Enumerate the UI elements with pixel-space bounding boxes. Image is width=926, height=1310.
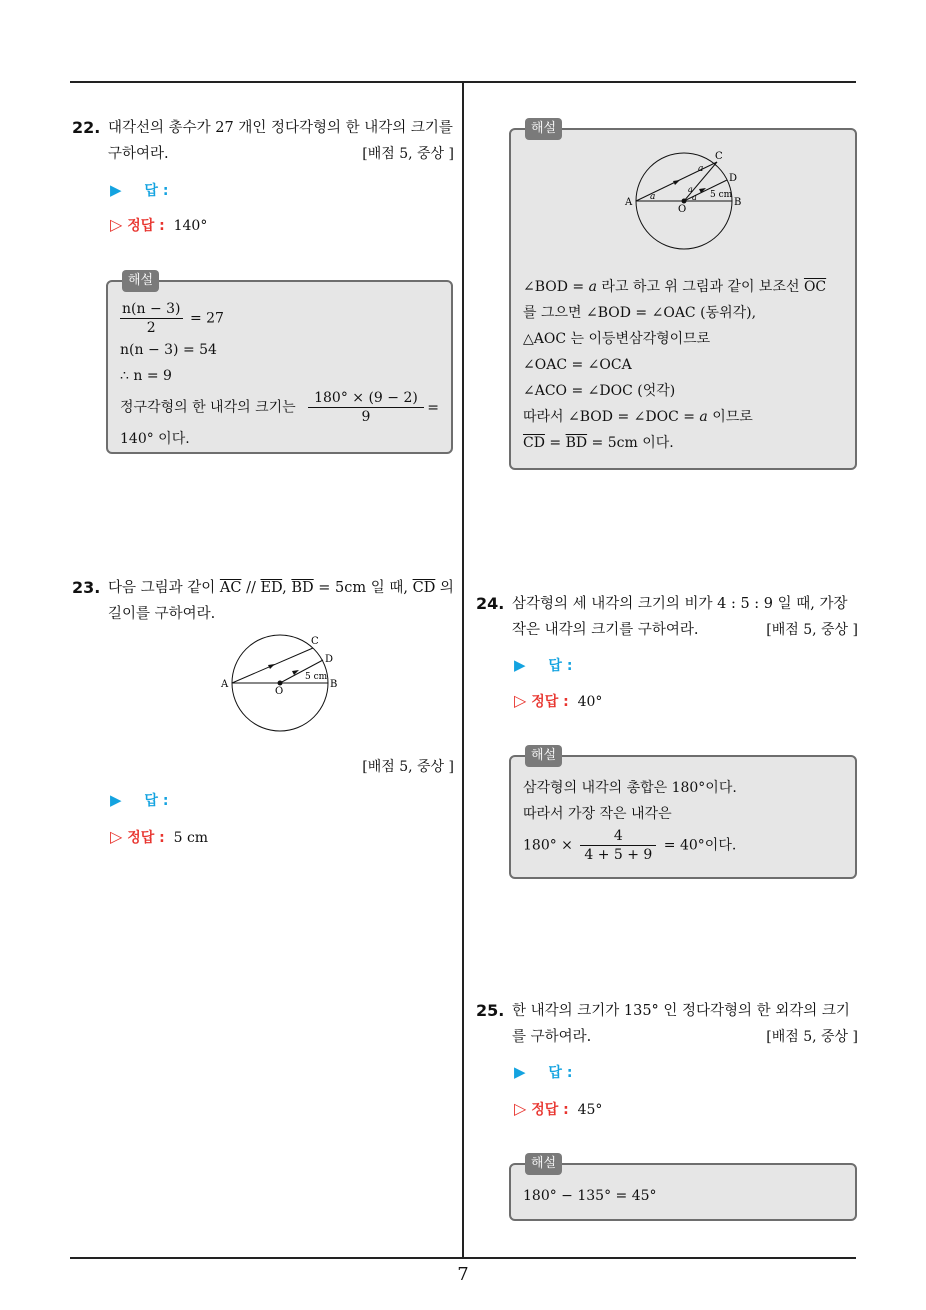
outline-triangle-icon: ▷ [110,215,123,234]
solution-line: ∠BOD = a 라고 하고 위 그림과 같이 보조선 $\overline{OC}$ [523,279,827,295]
angle-a-label: a [688,185,693,194]
correct-label: 정답 : [127,830,165,846]
fraction: $\frac{4}{4 + 5 + 9}$ [580,827,656,864]
solution-line: $\overline{CD} = \overline{BD} = 5cm$ 이다. [523,435,674,451]
solution-tag: 해설 [525,745,562,767]
outline-triangle-icon: ▷ [514,1099,527,1118]
correct-value: 45° [577,1102,603,1118]
label-c: C [715,151,723,162]
question-number: 23. [72,578,101,597]
question-number: 25. [476,1001,505,1020]
solution-tag: 해설 [525,1153,562,1175]
solution-line: 를 그으면 ∠BOD = ∠OAC (동위각), [523,305,757,321]
solution-line: 삼각형의 내각의 총합은 180°이다. [523,780,737,796]
play-triangle-icon: ▶ [110,181,122,199]
solution-box-25 [509,1156,857,1221]
answer-label: 답 : [144,183,169,199]
segment-cd: $\overline{CD}$ [412,580,436,596]
correct-answer-line [514,691,602,711]
correct-value: 140° [173,218,208,234]
correct-value: 5 cm [173,830,209,846]
label-a: A [221,679,229,690]
angle-a-label: a [698,164,704,174]
solution-line: 따라서 가장 작은 내각은 [523,806,672,822]
label-a: A [625,197,633,208]
label-d: D [729,173,738,184]
correct-value: 40° [577,694,603,710]
fraction: $\frac{180^\circ \times (9 - 2)}{9}$ [308,389,424,426]
question-text: 한 내각의 크기가 135° 인 정다각형의 한 외각의 크기를 구하여라. [배점 5, 중상 ] [476,998,858,1050]
segment-bd: $\overline{BD}$ [291,580,314,596]
answer-label: 답 : [548,658,573,674]
play-triangle-icon: ▶ [514,1063,526,1081]
label-o: O [275,686,284,697]
label-o: O [678,204,687,215]
solution-tag: 해설 [122,270,159,292]
label-length: 5 cm [710,190,733,200]
question-22 [72,115,454,167]
fraction: $\frac{n(n - 3)}{2}$ [122,301,181,336]
correct-label: 정답 : [531,1102,569,1118]
circle-figure-solution [622,148,752,258]
outline-triangle-icon: ▷ [514,691,527,710]
circle-figure-23 [215,630,345,740]
solution-box-23 [509,121,857,470]
solution-tag: 해설 [525,118,562,140]
solution-line: n(n − 3) = 54 [120,342,217,358]
label-d: D [325,654,334,665]
score-23: [배점 5, 중상 ] [362,759,454,775]
angle-a-label: a [650,192,656,202]
solution-line: 따라서 ∠BOD = ∠DOC = a 이므로 [523,409,753,425]
solution-line: $\frac{n(n - 3)}{2}$ = 27 [122,301,224,336]
score-label: [배점 5, 중상 ] [766,1029,858,1045]
correct-answer-line [110,215,207,235]
answer-line [110,790,168,810]
answer-line [514,1062,572,1082]
question-text: 대각선의 총수가 27 개인 정다각형의 한 내각의 크기를 구하여라. [배점 5, 중상 ] [72,115,454,167]
question-number: 24. [476,594,505,613]
question-number: 22. [72,118,101,137]
solution-box-22 [106,273,453,454]
solution-line: ∠OAC = ∠OCA [523,357,632,373]
solution-line: 정구각형의 한 내각의 크기는 $\frac{180^\circ \times (9 - 2)}{9}$ = [120,390,439,425]
correct-label: 정답 : [127,218,165,234]
outline-triangle-icon: ▷ [110,827,123,846]
bottom-rule [70,1257,856,1259]
solution-text [523,274,845,456]
correct-answer-line [110,827,208,847]
answer-line [514,655,572,675]
correct-label: 정답 : [531,694,569,710]
angle-a-label: a [692,193,697,202]
solution-line: ∴ n = 9 [120,368,172,384]
play-triangle-icon: ▶ [110,791,122,809]
solution-line: 180° × $\frac{4}{4 + 5 + 9}$ = 40°이다. [523,828,737,863]
answer-label: 답 : [548,1065,573,1081]
play-triangle-icon: ▶ [514,656,526,674]
solution-box-24 [509,748,857,879]
page-number: 7 [457,1264,469,1285]
question-25 [476,998,858,1050]
question-text: 다음 그림과 같이 $\overline{AC} // \overline{ED}$, $\overline{BD} = 5cm$ 일 때, $\overline{CD}$ 의 길이를 구하여라. [108,580,454,622]
solution-line: ∠ACO = ∠DOC (엇각) [523,383,676,399]
score-label: [배점 5, 중상 ] [362,146,454,162]
question-text: 삼각형의 세 내각의 크기의 비가 4 : 5 : 9 일 때, 가장 작은 내각의 크기를 구하여라. [배점 5, 중상 ] [476,591,858,643]
segment-ac: $\overline{AC}$ [219,580,242,596]
solution-line: △AOC 는 이등변삼각형이므로 [523,331,711,347]
answer-label: 답 : [144,793,169,809]
label-b: B [734,197,742,208]
label-length: 5 cm [305,672,328,682]
question-24 [476,591,858,643]
answer-line [110,180,168,200]
column-divider [462,82,464,1258]
solution-line: 140° 이다. [120,431,190,447]
correct-answer-line [514,1099,602,1119]
score-label: [배점 5, 중상 ] [766,622,858,638]
question-23 [72,575,454,627]
label-b: B [330,679,338,690]
segment-ed: $\overline{ED}$ [260,580,283,596]
label-c: C [311,636,319,647]
solution-line: 180° − 135° = 45° [523,1188,657,1204]
